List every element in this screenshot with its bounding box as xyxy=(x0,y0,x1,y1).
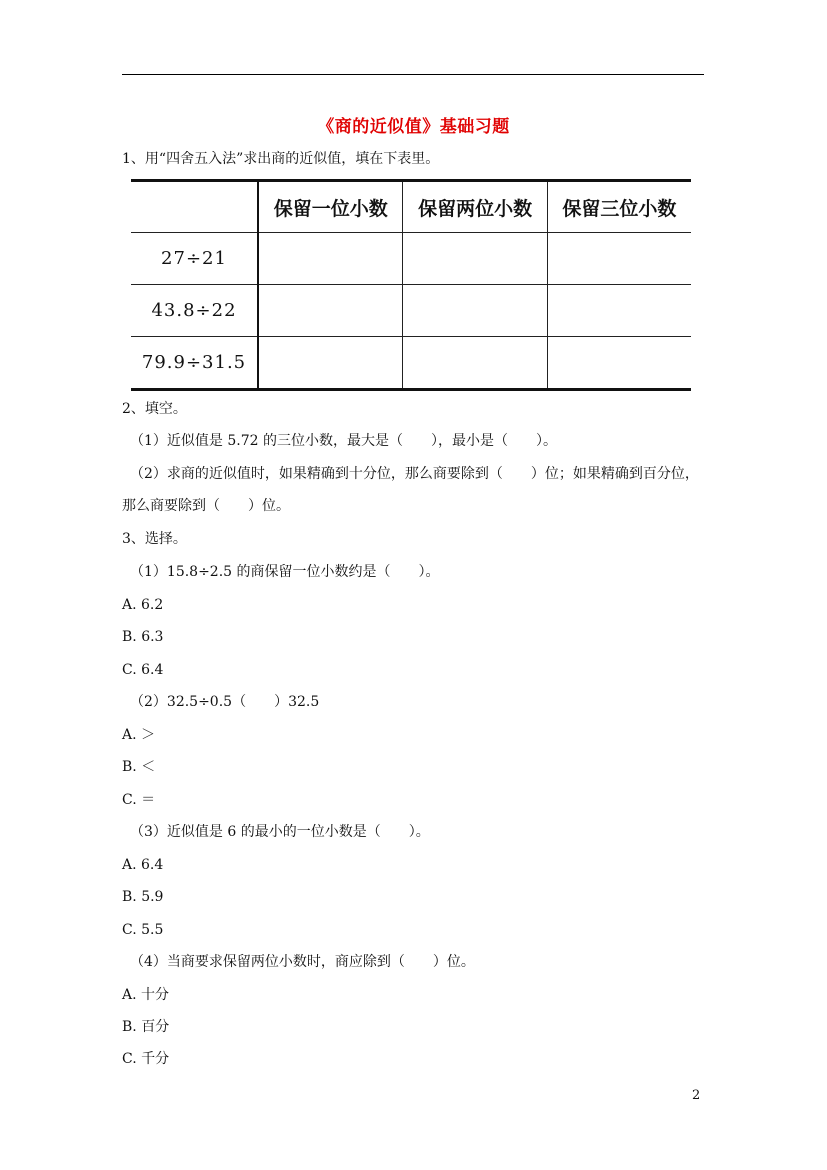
q2-item-2-line-2: 那么商要除到（ ）位。 xyxy=(122,498,290,514)
q3-sub3-stem: （3）近似值是 6 的最小的一位小数是（ ）。 xyxy=(130,824,430,840)
option[interactable]: B. 6.3 xyxy=(122,629,164,645)
option[interactable]: B. 百分 xyxy=(122,1019,170,1035)
answer-cell[interactable] xyxy=(547,285,691,337)
option[interactable]: B. ＜ xyxy=(122,759,156,775)
q2-item-1: （1）近似值是 5.72 的三位小数，最大是（ ），最小是（ ）。 xyxy=(130,433,557,449)
option[interactable]: C. 5.5 xyxy=(122,922,164,938)
answer-cell[interactable] xyxy=(547,337,691,390)
header-one-decimal: 保留一位小数 xyxy=(258,181,403,233)
answer-cell[interactable] xyxy=(403,233,547,285)
q3-sub2-stem: （2）32.5÷0.5（ ）32.5 xyxy=(130,694,320,710)
header-two-decimals: 保留两位小数 xyxy=(403,181,547,233)
header-rule xyxy=(122,74,704,75)
page-number: 2 xyxy=(692,1088,701,1103)
table-corner-cell xyxy=(131,181,258,233)
approximation-table xyxy=(131,179,691,391)
row-expression: 79.9÷31.5 xyxy=(131,337,258,390)
answer-cell[interactable] xyxy=(547,233,691,285)
option[interactable]: B. 5.9 xyxy=(122,889,164,905)
q1-prompt: 1、用“四舍五入法”求出商的近似值，填在下表里。 xyxy=(122,151,440,167)
option[interactable]: A. 6.4 xyxy=(122,857,164,873)
option[interactable]: A. 十分 xyxy=(122,987,170,1003)
q3-sub1-stem: （1）15.8÷2.5 的商保留一位小数约是（ ）。 xyxy=(130,564,440,580)
q3-sub4-stem: （4）当商要求保留两位小数时，商应除到（ ）位。 xyxy=(130,954,475,970)
option[interactable]: C. ＝ xyxy=(122,792,156,808)
header-three-decimals: 保留三位小数 xyxy=(547,181,691,233)
row-expression: 43.8÷22 xyxy=(131,285,258,337)
answer-cell[interactable] xyxy=(258,337,403,390)
option[interactable]: C. 千分 xyxy=(122,1051,170,1067)
q3-heading: 3、选择。 xyxy=(122,531,187,547)
option[interactable]: A. 6.2 xyxy=(122,597,164,613)
q2-heading: 2、填空。 xyxy=(122,401,187,417)
row-expression: 27÷21 xyxy=(131,233,258,285)
answer-cell[interactable] xyxy=(403,285,547,337)
q2-item-2-line-1: （2）求商的近似值时，如果精确到十分位，那么商要除到（ ）位；如果精确到百分位， xyxy=(130,466,699,482)
page-title: 《商的近似值》基础习题 xyxy=(317,117,510,137)
option[interactable]: C. 6.4 xyxy=(122,662,164,678)
answer-cell[interactable] xyxy=(258,285,403,337)
answer-cell[interactable] xyxy=(258,233,403,285)
answer-cell[interactable] xyxy=(403,337,547,390)
option[interactable]: A. ＞ xyxy=(122,727,156,743)
